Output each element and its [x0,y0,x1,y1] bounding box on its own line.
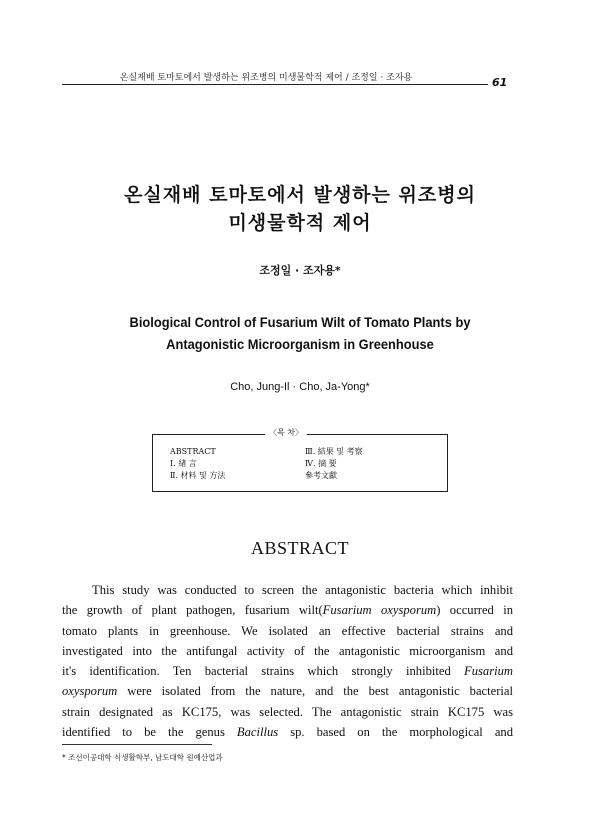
toc-item: Ⅳ. 摘 要 [305,459,337,468]
page-number: 61 [492,76,508,89]
toc-label: 〈목 차〉 [265,427,307,438]
toc-right-column [305,446,363,482]
affiliation-footnote: * 조선이공대학 식생활학부, 남도대학 원예산업과 [62,753,223,762]
running-head: 온실재배 토마토에서 발생하는 위조병의 미생물학적 제어 / 조정일 · 조자용 [119,73,413,83]
toc-item: 參考文獻 [305,471,337,480]
toc-item: ABSTRACT [170,447,216,456]
english-authors: Cho, Jung-Il · Cho, Ja-Yong* [230,381,370,393]
abstract-line: tomato plants in greenhouse. We isolated an effective bacterial strains and [62,623,513,638]
abstract-line: oxysporum were isolated from the nature, and the best antagonistic bacterial [62,684,513,699]
korean-authors: 조정일 · 조자용* [259,264,341,277]
toc-item: Ⅲ. 結果 및 考察 [305,447,363,456]
abstract-body [62,580,513,742]
abstract-line: the growth of plant pathogen, fusarium wilt(Fusarium oxysporum) occurred in [62,603,513,618]
abstract-line: This study was conducted to screen the antagonistic bacteria which inhibit [92,583,513,597]
toc-item: Ⅱ. 材料 및 方法 [170,471,226,480]
abstract-line: strain designated as KC175, was selected. The antagonistic strain KC175 was [62,704,513,719]
header-rule [62,84,488,85]
english-title-line-1: Biological Control of Fusarium Wilt of Tomato Plants by [129,314,471,330]
toc-item: Ⅰ. 緖 言 [170,459,197,468]
abstract-heading: ABSTRACT [250,538,350,558]
korean-title-line-1: 온실재배 토마토에서 발생하는 위조병의 [124,184,476,206]
abstract-line: identified to be the genus Bacillus sp. based on the morphological and [62,725,514,740]
english-title-line-2: Antagonistic Microorganism in Greenhouse [166,336,434,352]
footnote-rule [62,744,212,745]
abstract-line: it's identification. Ten bacterial strains which strongly inhibited Fusarium [62,664,513,679]
toc-left-column [170,446,225,482]
abstract-line: investigated into the antifungal activity of the antagonistic microorganism and [62,643,513,658]
korean-title-line-2: 미생물학적 제어 [228,212,372,234]
